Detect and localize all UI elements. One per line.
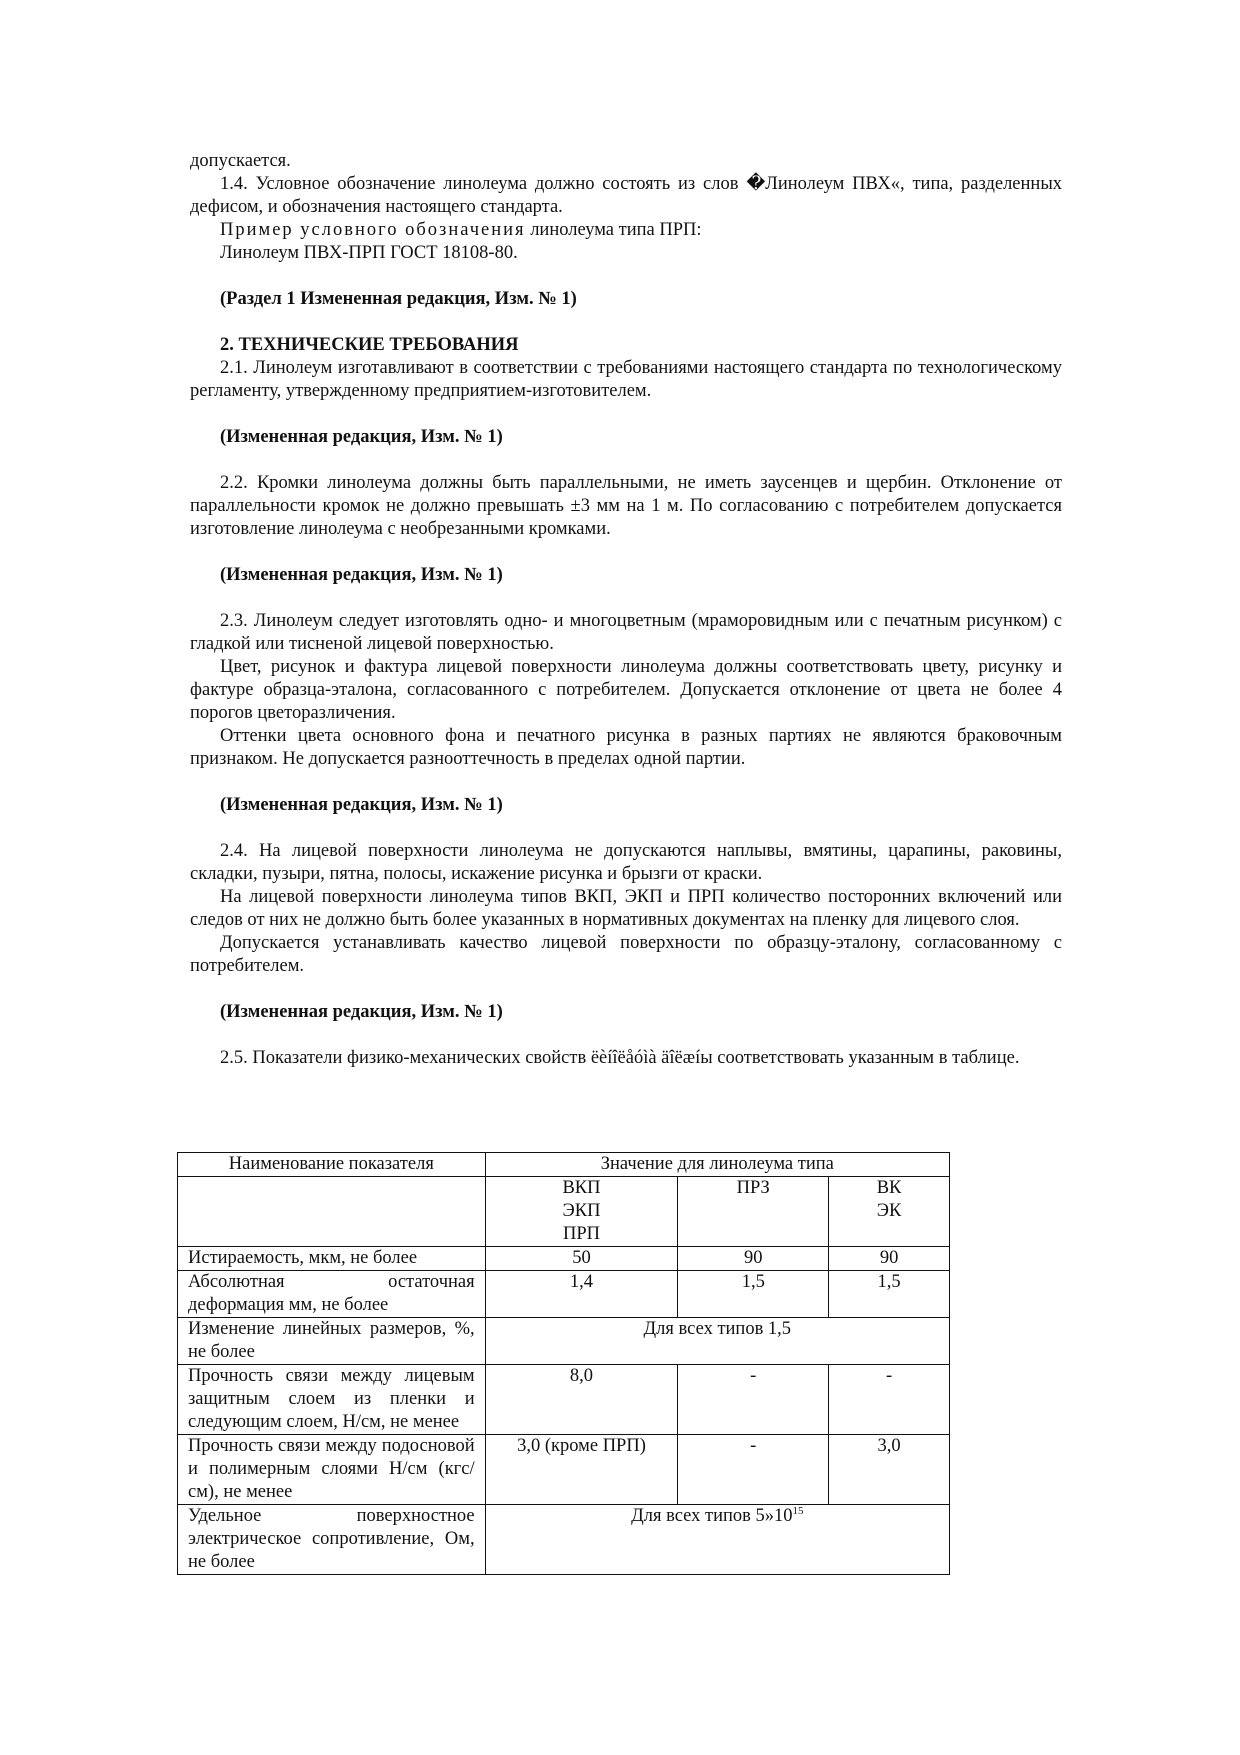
amendment-note: (Измененная редакция, Изм. № 1) bbox=[220, 565, 503, 585]
example-code: Линолеум ПВХ-ПРП ГОСТ 18108-80. bbox=[220, 243, 518, 263]
row-name: Прочность связи между лицевым защитным слоем из пленки и следующим слоем, Н/см, не менее bbox=[178, 1365, 486, 1435]
table-row bbox=[178, 1318, 950, 1365]
row-value: 90 bbox=[678, 1247, 829, 1271]
type-label: ПРЗ bbox=[736, 1178, 770, 1198]
example-rest: линолеума типа ПРП: bbox=[525, 220, 702, 240]
header-value: Значение для линолеума типа bbox=[485, 1153, 949, 1177]
table-row bbox=[178, 1435, 950, 1505]
section-1-amendment-note: (Раздел 1 Измененная редакция, Изм. № 1) bbox=[220, 289, 577, 309]
paragraph-2-4: 2.4. На лицевой поверхности линолеума не допускаются наплывы, вмятины, царапины, раковины, складки, пузыри, пятна, полосы, искажение рисунка и брызги от краски. bbox=[190, 841, 1062, 884]
row-value: 1,5 bbox=[829, 1271, 950, 1318]
row-value-all: Для всех типов 1,5 bbox=[485, 1318, 949, 1365]
paragraph-2-5: 2.5. Показатели физико-механических свойств ëèíîëåóìà äîëæíы соответствовать указанным в таблице. bbox=[220, 1048, 1020, 1068]
type-label: ВКП bbox=[562, 1178, 601, 1198]
paragraph-2-3: 2.3. Линолеум следует изготовлять одно- и многоцветным (мраморовидным или с печатным рисунком) с гладкой или тисненой лицевой поверхностью. bbox=[190, 611, 1062, 654]
paragraph-2-2: 2.2. Кромки линолеума должны быть параллельными, не иметь заусенцев и щербин. Отклонение от параллельности кромок не должно превышать ±3 мм на 1 м. По согласованию с потребителем допускается изготовление линолеума с необрезанными кромками. bbox=[190, 473, 1062, 539]
section-2-title: 2. ТЕХНИЧЕСКИЕ ТРЕБОВАНИЯ bbox=[220, 335, 519, 355]
example-label: Пример условного обозначения bbox=[220, 220, 526, 240]
row-name: Удельное поверхностное электрическое сопротивление, Ом, не более bbox=[178, 1505, 486, 1575]
resistance-value: Для всех типов 5»10 bbox=[631, 1506, 793, 1526]
type-cell-1 bbox=[485, 1177, 678, 1247]
table-row bbox=[178, 1247, 950, 1271]
row-value: 8,0 bbox=[485, 1365, 678, 1435]
header-name: Наименование показателя bbox=[178, 1153, 486, 1177]
row-name: Прочность связи между подосновой и полимерным слоями Н/см (кгс/см), не менее bbox=[178, 1435, 486, 1505]
properties-table bbox=[177, 1152, 950, 1575]
row-value: 50 bbox=[485, 1247, 678, 1271]
paragraph-2-3-shades: Оттенки цвета основного фона и печатного рисунка в разных партиях не являются браковочным признаком. Не допускается разнооттечность в пределах одной партии. bbox=[190, 726, 1062, 769]
row-value: 3,0 (кроме ПРП) bbox=[485, 1435, 678, 1505]
paragraph-2-3-color: Цвет, рисунок и фактура лицевой поверхности линолеума должны соответствовать цвету, рисунку и фактуре образца-эталона, согласованного с потребителем. Допускается отклонение от цвета не более 4 порогов цветоразличения. bbox=[190, 657, 1062, 723]
table-header-row bbox=[178, 1153, 950, 1177]
text-line: допускается. bbox=[190, 151, 291, 171]
type-label: ЭКП bbox=[562, 1201, 601, 1221]
document-body bbox=[190, 150, 1062, 1070]
row-name: Изменение линейных размеров, %, не более bbox=[178, 1318, 486, 1365]
paragraph-1-4: 1.4. Условное обозначение линолеума должно состоять из слов �Линолеум ПВХ«, типа, разделенных дефисом, и обозначения настоящего стандарта. bbox=[190, 174, 1062, 217]
row-value-all bbox=[485, 1505, 949, 1575]
row-name: Истираемость, мкм, не более bbox=[178, 1247, 486, 1271]
table-row bbox=[178, 1505, 950, 1575]
paragraph-2-4-quality: Допускается устанавливать качество лицевой поверхности по образцу-эталону, согласованному с потребителем. bbox=[190, 933, 1062, 976]
table-types-row bbox=[178, 1177, 950, 1247]
row-value: - bbox=[829, 1365, 950, 1435]
amendment-note: (Измененная редакция, Изм. № 1) bbox=[220, 1002, 503, 1022]
row-value: 90 bbox=[829, 1247, 950, 1271]
type-label: ВК bbox=[876, 1178, 902, 1198]
paragraph-2-1: 2.1. Линолеум изготавливают в соответствии с требованиями настоящего стандарта по технологическому регламенту, утвержденному предприятием-изготовителем. bbox=[190, 358, 1062, 401]
row-value: - bbox=[678, 1365, 829, 1435]
type-cell-2 bbox=[678, 1177, 829, 1247]
type-label: ЭК bbox=[876, 1201, 902, 1221]
table-row bbox=[178, 1271, 950, 1318]
amendment-note: (Измененная редакция, Изм. № 1) bbox=[220, 795, 503, 815]
table-cell bbox=[178, 1177, 486, 1247]
row-value: 1,4 bbox=[485, 1271, 678, 1318]
row-value: 1,5 bbox=[678, 1271, 829, 1318]
table-row bbox=[178, 1365, 950, 1435]
example-designation bbox=[190, 219, 1062, 242]
type-label: ПРП bbox=[562, 1224, 600, 1244]
amendment-note: (Измененная редакция, Изм. № 1) bbox=[220, 427, 503, 447]
paragraph-2-4-inclusions: На лицевой поверхности линолеума типов ВКП, ЭКП и ПРП количество посторонних включений или следов от них не должно быть более указанных в нормативных документах на пленку для лицевого слоя. bbox=[190, 887, 1062, 930]
row-name: Абсолютная остаточная деформация мм, не более bbox=[178, 1271, 486, 1318]
row-value: - bbox=[678, 1435, 829, 1505]
type-cell-3 bbox=[829, 1177, 950, 1247]
row-value: 3,0 bbox=[829, 1435, 950, 1505]
exponent: 15 bbox=[792, 1504, 804, 1517]
